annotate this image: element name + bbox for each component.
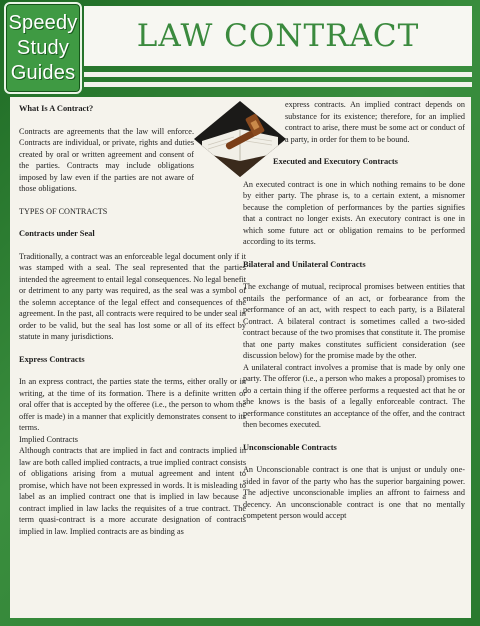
executed-executory-paragraph: An executed contract is one in which nothing remains to be done by either party. The phrase is, to a certain extent, a misnomer because the completion of performances by the parties signifies that a contract no longer exists. An executory contract is one in which some future act or obligation remains to be performed according to its terms. (243, 179, 465, 246)
unilateral-paragraph: A unilateral contract involves a promise that is made by only one party. The offeror (i.e., a person who makes a proposal) promises to do a certain thing if the offeree performs a requested act that he or she knows is the basis of a legally enforceable contract. The performance constitutes an acceptance of the offer, and the contract then becomes executed. (243, 362, 465, 429)
header (0, 0, 480, 96)
title-rule-1 (84, 72, 472, 77)
logo-line-1: Speedy (8, 11, 78, 34)
types-of-contracts-heading: TYPES OF CONTRACTS (19, 206, 108, 216)
what-is-contract-heading: What Is A Contract? (19, 104, 94, 113)
implied-contracts-paragraph: Although contracts that are implied in fact and contracts implied in law are both called implied contracts, a true implied contract consists of obligations arising from a mutual agreement and intent to promise, which have not been expressed in words. It is misleading to label as an implied contract one that is implied in law because a contract implied in law lacks the requisites of a true contract. The term quasi-contract is a more accurate designation of contracts implied in law. Implied contracts are as binding as (19, 446, 246, 536)
page-title: LAW CONTRACT (84, 6, 472, 66)
express-contracts-heading: Express Contracts (19, 354, 85, 364)
executed-executory-heading: Executed and Executory Contracts (273, 157, 398, 166)
unconscionable-contracts-heading: Unconscionable Contracts (243, 442, 337, 452)
logo-line-2: Study (16, 36, 70, 59)
logo-line-3: Guides (10, 61, 76, 84)
implied-contracts-heading: Implied Contracts (19, 434, 78, 444)
speedy-study-guides-logo (4, 2, 82, 94)
contracts-under-seal-paragraph: Traditionally, a contract was an enforceable legal document only if it was stamped with a seal. The seal represented that the parties intended the agreement to entail legal consequences. No legal benefit or detriment to any party was required, as the seal was a symbol of the solemn acceptance of the legal effect and consequences of the agreement. In the past, all contracts were required to be under seal in order to be valid, but the seal has lost some or all of its effect by statute in many jurisdictions. (19, 251, 246, 341)
bilateral-unilateral-heading: Bilateral and Unilateral Contracts (243, 259, 366, 269)
implied-continuation-paragraph: express contracts. An implied contract depends on substance for its existence; therefore, for an implied contract to arise, there must be some act or conduct of a party, in order for them to be bound. (285, 100, 465, 144)
title-box (84, 6, 472, 94)
express-contracts-paragraph: In an express contract, the parties state the terms, either orally or in writing, at the time of its formation. There is a definite written or oral offer that is accepted by the offeree (i.e., the person to whom the offer is made) in a manner that explicitly demonstrates consent to its terms. (19, 377, 246, 432)
right-column (243, 97, 465, 522)
what-is-contract-paragraph: Contracts are agreements that the law will enforce. Contracts are individual, or private, rights and duties created by oral or written agreement and consent of the parties. Contracts may include obligations imposed by law even if the parties are not aware of those obligations. (19, 126, 194, 193)
title-rule-2 (84, 82, 472, 87)
left-column (19, 97, 246, 537)
document-page (10, 97, 471, 618)
unconscionable-contracts-paragraph: An Unconscionable contract is one that is unjust or unduly one-sided in favor of the party who has the superior bargaining power. The adjective unconscionable implies an affront to fairness and decency. An unconscionable contract is one that no mentally competent person would accept (243, 465, 465, 520)
contracts-under-seal-heading: Contracts under Seal (19, 229, 95, 238)
bilateral-paragraph: The exchange of mutual, reciprocal promises between entities that entails the performance of an act, or forbearance from the performance of an act, with respect to each party, is a Bilateral Contract. A bilateral contract is sometimes called a two-sided contract because of the two promises that constitute it. The promise that one party makes constitutes sufficient consideration (see discussion below) for the promise made by the other. (243, 282, 465, 360)
